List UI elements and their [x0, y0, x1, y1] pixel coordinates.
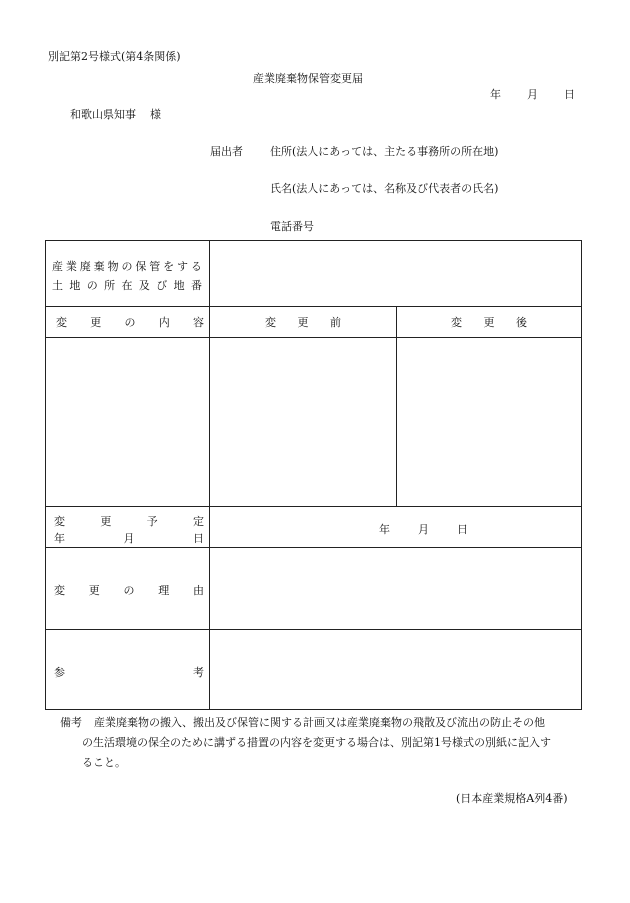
filer-address-label: 住所(法人にあっては、主たる事務所の所在地)	[270, 145, 499, 158]
location-label-line2: 土 地 の 所 在 及 び 地 番	[52, 279, 202, 292]
paper-standard-note: (日本産業規格A列4番)	[456, 792, 568, 805]
change-reason-field[interactable]	[216, 553, 576, 623]
change-reason-label: 変 更 の 理 由	[54, 584, 204, 597]
note-text-line2: の生活環境の保全のために講ずる措置の内容を変更する場合は、別記第1号様式の別紙に記入す	[82, 736, 551, 749]
schedule-month-label: 月	[418, 523, 429, 536]
addressee	[70, 106, 161, 122]
scheduled-label-line2: 年 月 日	[54, 532, 204, 545]
addressee-name: 和歌山県知事	[70, 108, 136, 121]
form-title: 産業廃棄物保管変更届	[253, 72, 363, 85]
change-content-header: 変 更 の 内 容	[56, 316, 204, 329]
scheduled-date-field[interactable]	[379, 521, 468, 537]
location-label	[52, 258, 202, 293]
table-rule	[46, 547, 581, 548]
date-year-label: 年	[490, 88, 501, 101]
filer-phone-label: 電話番号	[270, 220, 314, 233]
table-rule	[46, 306, 581, 307]
table-rule	[46, 506, 581, 507]
location-label-line1: 産 業 廃 棄 物 の 保 管 を す る	[52, 260, 202, 273]
remarks-field[interactable]	[216, 635, 576, 705]
filer-name-label: 氏名(法人にあっては、名称及び代表者の氏名)	[270, 182, 499, 195]
addressee-honorific: 様	[150, 108, 161, 121]
schedule-year-label: 年	[379, 523, 390, 536]
table-column-divider	[209, 241, 210, 710]
date-day-label: 日	[564, 88, 575, 101]
change-form-table	[45, 240, 582, 710]
location-value-field[interactable]	[216, 249, 576, 299]
before-change-field[interactable]	[214, 343, 392, 501]
filer-label: 届出者	[210, 145, 243, 158]
submission-date	[490, 86, 575, 102]
date-month-label: 月	[527, 88, 538, 101]
scheduled-date-label	[54, 513, 204, 546]
remarks-label: 参 考	[54, 666, 204, 679]
note-label: 備考	[60, 716, 82, 729]
note-text-line1: 産業廃棄物の搬入、搬出及び保管に関する計画又は産業廃棄物の飛散及び流出の防止その他	[94, 716, 545, 729]
note-text-line3: ること。	[82, 756, 126, 769]
footnote	[60, 713, 580, 773]
scheduled-label-line1: 変 更 予 定	[54, 515, 204, 528]
table-rule	[46, 337, 581, 338]
table-rule	[46, 629, 581, 630]
before-change-header: 変 更 前	[265, 316, 341, 329]
after-change-header: 変 更 後	[451, 316, 527, 329]
table-column-divider	[396, 306, 397, 506]
change-content-field[interactable]	[50, 343, 205, 501]
schedule-day-label: 日	[457, 523, 468, 536]
after-change-field[interactable]	[401, 343, 579, 501]
form-number-label: 別記第2号様式(第4条関係)	[48, 50, 181, 63]
